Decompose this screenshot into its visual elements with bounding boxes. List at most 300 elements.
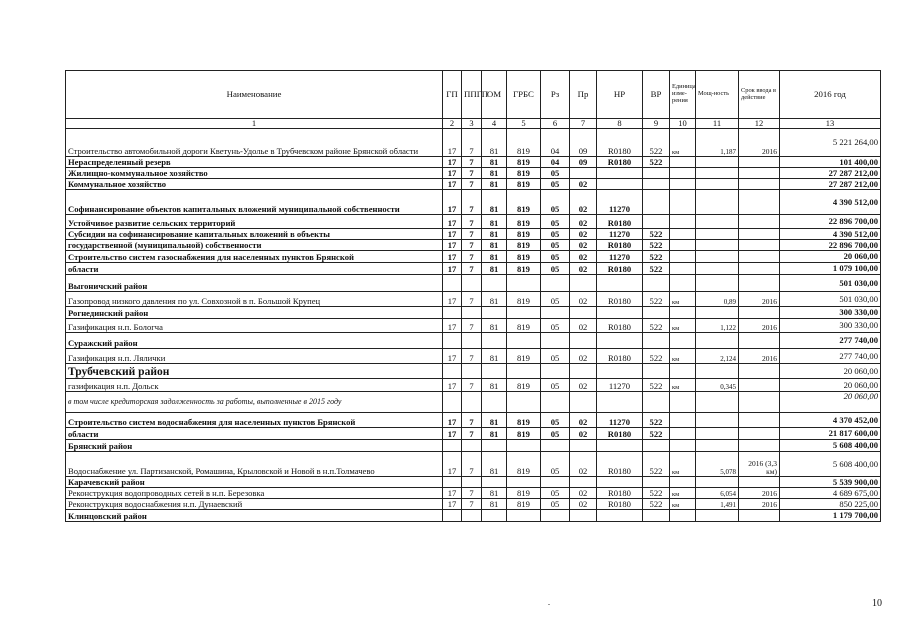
cell-grbs: 819 xyxy=(507,168,541,179)
row-name: Субсидии на софинансирование капитальных вложений в объекты xyxy=(66,229,443,240)
header-pr: Пр xyxy=(570,71,597,119)
cell-om: 81 xyxy=(482,215,507,229)
cell-pr: 02 xyxy=(570,319,597,333)
cell-power xyxy=(696,157,739,168)
cell-om: 81 xyxy=(482,263,507,275)
cell-nr: R0180 xyxy=(597,157,643,168)
cell-term xyxy=(739,413,780,428)
cell-ppgp: 7 xyxy=(462,179,482,190)
cell-vr xyxy=(643,307,670,319)
cell-term xyxy=(739,263,780,275)
cell-pr: 02 xyxy=(570,413,597,428)
cell-nr xyxy=(597,168,643,179)
header-row xyxy=(66,71,881,119)
cell-rz: 05 xyxy=(541,292,570,307)
cell-gp xyxy=(443,440,462,452)
cell-sum: 5 221 264,00 xyxy=(780,129,881,157)
cell-nr: R0180 xyxy=(597,129,643,157)
cell-sum: 4 689 675,00 xyxy=(780,488,881,499)
cell-unit xyxy=(670,263,696,275)
cell-sum: 21 817 600,00 xyxy=(780,428,881,440)
cell-term: 2016 xyxy=(739,292,780,307)
cell-power xyxy=(696,251,739,263)
table-row xyxy=(66,499,881,510)
cell-term xyxy=(739,307,780,319)
cell-ppgp: 7 xyxy=(462,428,482,440)
cell-power: 0,89 xyxy=(696,292,739,307)
cell-nr: 11270 xyxy=(597,379,643,392)
header-om: ОМ xyxy=(482,71,507,119)
cell-unit xyxy=(670,307,696,319)
table-row xyxy=(66,292,881,307)
cell-term xyxy=(739,392,780,413)
header-power: Мощ-ность xyxy=(696,71,739,119)
row-name: Выгоничский район xyxy=(66,275,443,292)
cell-om: 81 xyxy=(482,413,507,428)
cell-sum: 101 400,00 xyxy=(780,157,881,168)
cell-vr: 522 xyxy=(643,240,670,251)
col-index: 9 xyxy=(643,119,670,129)
header-year: 2016 год xyxy=(780,71,881,119)
cell-pr: 02 xyxy=(570,379,597,392)
cell-pr: 02 xyxy=(570,240,597,251)
cell-sum: 4 370 452,00 xyxy=(780,413,881,428)
cell-power: 1,187 xyxy=(696,129,739,157)
header-term: Срок ввода в действие xyxy=(739,71,780,119)
row-name: Клинцовский район xyxy=(66,510,443,522)
cell-grbs: 819 xyxy=(507,251,541,263)
row-name: Газификация н.п. Лялички xyxy=(66,349,443,364)
cell-om: 81 xyxy=(482,229,507,240)
cell-sum: 501 030,00 xyxy=(780,292,881,307)
cell-term xyxy=(739,510,780,522)
cell-unit: км xyxy=(670,499,696,510)
header-unit: Единица изме-рения xyxy=(670,71,696,119)
cell-rz xyxy=(541,364,570,379)
cell-nr: R0180 xyxy=(597,349,643,364)
cell-rz: 05 xyxy=(541,251,570,263)
row-name: области xyxy=(66,263,443,275)
cell-pr xyxy=(570,333,597,349)
cell-gp: 17 xyxy=(443,179,462,190)
cell-nr: R0180 xyxy=(597,488,643,499)
cell-vr xyxy=(643,510,670,522)
cell-power xyxy=(696,364,739,379)
cell-term xyxy=(739,428,780,440)
cell-unit: км xyxy=(670,319,696,333)
cell-grbs: 819 xyxy=(507,229,541,240)
table-row xyxy=(66,364,881,379)
cell-gp: 17 xyxy=(443,251,462,263)
table-row xyxy=(66,229,881,240)
cell-ppgp: 7 xyxy=(462,157,482,168)
cell-rz: 04 xyxy=(541,157,570,168)
col-index: 12 xyxy=(739,119,780,129)
cell-om xyxy=(482,333,507,349)
cell-ppgp: 7 xyxy=(462,349,482,364)
cell-sum: 5 539 900,00 xyxy=(780,477,881,488)
cell-vr xyxy=(643,477,670,488)
cell-om: 81 xyxy=(482,292,507,307)
row-name: Строительство систем водоснабжения для населенных пунктов Брянской xyxy=(66,413,443,428)
table-row xyxy=(66,240,881,251)
cell-unit xyxy=(670,179,696,190)
cell-rz: 05 xyxy=(541,319,570,333)
cell-vr xyxy=(643,215,670,229)
cell-gp: 17 xyxy=(443,452,462,477)
cell-power xyxy=(696,229,739,240)
table-row xyxy=(66,168,881,179)
table-row xyxy=(66,333,881,349)
cell-term xyxy=(739,251,780,263)
header-grbs: ГРБС xyxy=(507,71,541,119)
cell-rz xyxy=(541,440,570,452)
header-ppgp: ППГП xyxy=(462,71,482,119)
cell-term xyxy=(739,333,780,349)
cell-ppgp xyxy=(462,392,482,413)
table-row xyxy=(66,190,881,215)
cell-term xyxy=(739,440,780,452)
cell-vr: 522 xyxy=(643,452,670,477)
cell-power: 0,345 xyxy=(696,379,739,392)
cell-vr xyxy=(643,440,670,452)
cell-pr xyxy=(570,168,597,179)
cell-pr xyxy=(570,307,597,319)
cell-term xyxy=(739,168,780,179)
cell-ppgp: 7 xyxy=(462,379,482,392)
cell-sum: 850 225,00 xyxy=(780,499,881,510)
cell-term xyxy=(739,379,780,392)
cell-grbs: 819 xyxy=(507,452,541,477)
cell-om: 81 xyxy=(482,379,507,392)
cell-power xyxy=(696,413,739,428)
col-index: 10 xyxy=(670,119,696,129)
header-nr: НР xyxy=(597,71,643,119)
cell-om xyxy=(482,275,507,292)
cell-ppgp xyxy=(462,364,482,379)
cell-ppgp: 7 xyxy=(462,251,482,263)
row-name: Суражский район xyxy=(66,333,443,349)
row-name: Рогнединский район xyxy=(66,307,443,319)
cell-unit xyxy=(670,333,696,349)
cell-gp xyxy=(443,392,462,413)
cell-gp: 17 xyxy=(443,428,462,440)
cell-pr xyxy=(570,477,597,488)
table-row xyxy=(66,157,881,168)
cell-term: 2016 xyxy=(739,349,780,364)
cell-term xyxy=(739,240,780,251)
cell-power: 1,491 xyxy=(696,499,739,510)
cell-unit xyxy=(670,240,696,251)
cell-vr: 522 xyxy=(643,129,670,157)
cell-sum: 22 896 700,00 xyxy=(780,240,881,251)
cell-gp: 17 xyxy=(443,292,462,307)
cell-rz xyxy=(541,477,570,488)
cell-term xyxy=(739,179,780,190)
cell-grbs: 819 xyxy=(507,413,541,428)
cell-sum: 5 608 400,00 xyxy=(780,440,881,452)
row-name: Газопровод низкого давления по ул. Совхозной в п. Большой Крупец xyxy=(66,292,443,307)
cell-grbs: 819 xyxy=(507,499,541,510)
cell-ppgp: 7 xyxy=(462,263,482,275)
row-name: Реконструкция водопроводных сетей в н.п. Березовка xyxy=(66,488,443,499)
row-name: области xyxy=(66,428,443,440)
cell-unit xyxy=(670,168,696,179)
cell-gp xyxy=(443,275,462,292)
column-index-row xyxy=(66,119,881,129)
cell-vr: 522 xyxy=(643,251,670,263)
cell-rz: 04 xyxy=(541,129,570,157)
cell-rz: 05 xyxy=(541,190,570,215)
cell-unit xyxy=(670,477,696,488)
cell-vr xyxy=(643,190,670,215)
cell-term: 2016 (3,3 км) xyxy=(739,452,780,477)
cell-rz xyxy=(541,275,570,292)
cell-grbs xyxy=(507,275,541,292)
table-row xyxy=(66,275,881,292)
cell-ppgp: 7 xyxy=(462,190,482,215)
cell-sum: 27 287 212,00 xyxy=(780,168,881,179)
cell-gp: 17 xyxy=(443,215,462,229)
cell-power xyxy=(696,179,739,190)
cell-nr: 11270 xyxy=(597,413,643,428)
cell-rz: 05 xyxy=(541,215,570,229)
cell-sum: 27 287 212,00 xyxy=(780,179,881,190)
table-row xyxy=(66,129,881,157)
cell-pr xyxy=(570,510,597,522)
cell-pr: 02 xyxy=(570,251,597,263)
cell-gp: 17 xyxy=(443,229,462,240)
cell-rz: 05 xyxy=(541,240,570,251)
cell-gp: 17 xyxy=(443,349,462,364)
cell-grbs xyxy=(507,333,541,349)
cell-grbs: 819 xyxy=(507,240,541,251)
cell-ppgp: 7 xyxy=(462,413,482,428)
cell-om xyxy=(482,510,507,522)
cell-term: 2016 xyxy=(739,129,780,157)
cell-rz xyxy=(541,510,570,522)
cell-gp: 17 xyxy=(443,319,462,333)
cell-rz: 05 xyxy=(541,428,570,440)
table-row xyxy=(66,215,881,229)
table-row xyxy=(66,179,881,190)
cell-nr: R0180 xyxy=(597,452,643,477)
cell-vr: 522 xyxy=(643,428,670,440)
cell-power xyxy=(696,168,739,179)
cell-om: 81 xyxy=(482,129,507,157)
cell-nr: R0180 xyxy=(597,292,643,307)
cell-power xyxy=(696,240,739,251)
cell-grbs: 819 xyxy=(507,263,541,275)
cell-sum: 4 390 512,00 xyxy=(780,229,881,240)
cell-om: 81 xyxy=(482,251,507,263)
cell-rz: 05 xyxy=(541,488,570,499)
cell-nr: R0180 xyxy=(597,428,643,440)
cell-pr: 02 xyxy=(570,428,597,440)
cell-gp: 17 xyxy=(443,240,462,251)
cell-term: 2016 xyxy=(739,319,780,333)
cell-gp: 17 xyxy=(443,379,462,392)
cell-power xyxy=(696,263,739,275)
cell-ppgp: 7 xyxy=(462,292,482,307)
cell-grbs xyxy=(507,364,541,379)
cell-om: 81 xyxy=(482,499,507,510)
cell-pr: 02 xyxy=(570,292,597,307)
cell-power: 5,078 xyxy=(696,452,739,477)
col-index: 6 xyxy=(541,119,570,129)
cell-pr: 02 xyxy=(570,499,597,510)
cell-grbs: 819 xyxy=(507,215,541,229)
table-row xyxy=(66,510,881,522)
row-name: Строительство систем газоснабжения для населенных пунктов Брянской xyxy=(66,251,443,263)
cell-vr xyxy=(643,364,670,379)
cell-om xyxy=(482,440,507,452)
header-gp: ГП xyxy=(443,71,462,119)
cell-power xyxy=(696,275,739,292)
cell-vr: 522 xyxy=(643,263,670,275)
cell-power xyxy=(696,510,739,522)
cell-grbs: 819 xyxy=(507,319,541,333)
cell-sum: 22 896 700,00 xyxy=(780,215,881,229)
cell-ppgp: 7 xyxy=(462,129,482,157)
cell-unit xyxy=(670,364,696,379)
cell-nr xyxy=(597,440,643,452)
col-index: 11 xyxy=(696,119,739,129)
cell-pr xyxy=(570,392,597,413)
cell-nr: 11270 xyxy=(597,229,643,240)
cell-gp: 17 xyxy=(443,488,462,499)
scan-mark xyxy=(548,604,550,605)
cell-rz: 05 xyxy=(541,168,570,179)
row-name: Устойчивое развитие сельских территорий xyxy=(66,215,443,229)
cell-nr xyxy=(597,392,643,413)
cell-rz xyxy=(541,392,570,413)
cell-vr: 522 xyxy=(643,413,670,428)
cell-sum: 277 740,00 xyxy=(780,349,881,364)
cell-om: 81 xyxy=(482,488,507,499)
table-row xyxy=(66,488,881,499)
row-name: Карачевский район xyxy=(66,477,443,488)
header-name: Наименование xyxy=(66,71,443,119)
cell-pr: 09 xyxy=(570,157,597,168)
cell-power xyxy=(696,392,739,413)
cell-sum: 300 330,00 xyxy=(780,307,881,319)
cell-gp: 17 xyxy=(443,157,462,168)
table-row xyxy=(66,428,881,440)
cell-pr: 02 xyxy=(570,190,597,215)
cell-term: 2016 xyxy=(739,488,780,499)
cell-sum: 300 330,00 xyxy=(780,319,881,333)
cell-om xyxy=(482,364,507,379)
cell-unit xyxy=(670,229,696,240)
cell-term xyxy=(739,275,780,292)
cell-unit: км xyxy=(670,452,696,477)
cell-unit xyxy=(670,413,696,428)
cell-vr: 522 xyxy=(643,319,670,333)
cell-rz xyxy=(541,333,570,349)
cell-sum: 1 079 100,00 xyxy=(780,263,881,275)
cell-ppgp: 7 xyxy=(462,215,482,229)
cell-term xyxy=(739,364,780,379)
cell-vr: 522 xyxy=(643,349,670,364)
cell-term xyxy=(739,190,780,215)
cell-rz: 05 xyxy=(541,349,570,364)
cell-om: 81 xyxy=(482,168,507,179)
cell-pr: 02 xyxy=(570,229,597,240)
cell-rz: 05 xyxy=(541,499,570,510)
cell-rz: 05 xyxy=(541,263,570,275)
cell-vr: 522 xyxy=(643,157,670,168)
cell-gp xyxy=(443,333,462,349)
cell-power: 6,054 xyxy=(696,488,739,499)
cell-ppgp xyxy=(462,440,482,452)
cell-ppgp: 7 xyxy=(462,452,482,477)
table-row xyxy=(66,349,881,364)
cell-nr xyxy=(597,333,643,349)
cell-sum: 4 390 512,00 xyxy=(780,190,881,215)
cell-grbs: 819 xyxy=(507,157,541,168)
cell-vr xyxy=(643,275,670,292)
cell-om: 81 xyxy=(482,428,507,440)
header-vr: ВР xyxy=(643,71,670,119)
cell-sum: 277 740,00 xyxy=(780,333,881,349)
cell-ppgp: 7 xyxy=(462,229,482,240)
cell-vr xyxy=(643,392,670,413)
cell-vr xyxy=(643,179,670,190)
col-index: 13 xyxy=(780,119,881,129)
cell-term: 2016 xyxy=(739,499,780,510)
col-index: 2 xyxy=(443,119,462,129)
cell-power xyxy=(696,440,739,452)
cell-nr: R0180 xyxy=(597,240,643,251)
cell-unit xyxy=(670,215,696,229)
col-index: 5 xyxy=(507,119,541,129)
cell-sum: 5 608 400,00 xyxy=(780,452,881,477)
cell-gp xyxy=(443,477,462,488)
cell-vr xyxy=(643,168,670,179)
cell-gp xyxy=(443,307,462,319)
table-body xyxy=(66,129,881,522)
col-index: 7 xyxy=(570,119,597,129)
cell-ppgp xyxy=(462,333,482,349)
page-number: 10 xyxy=(872,598,882,609)
cell-power xyxy=(696,215,739,229)
cell-gp xyxy=(443,364,462,379)
cell-power: 2,124 xyxy=(696,349,739,364)
cell-gp: 17 xyxy=(443,499,462,510)
cell-vr xyxy=(643,333,670,349)
cell-grbs xyxy=(507,440,541,452)
cell-nr: R0180 xyxy=(597,319,643,333)
cell-gp: 17 xyxy=(443,168,462,179)
cell-vr: 522 xyxy=(643,229,670,240)
cell-sum: 20 060,00 xyxy=(780,392,881,413)
cell-gp xyxy=(443,510,462,522)
cell-pr xyxy=(570,275,597,292)
cell-power xyxy=(696,190,739,215)
cell-pr xyxy=(570,364,597,379)
cell-unit xyxy=(670,275,696,292)
cell-sum: 1 179 700,00 xyxy=(780,510,881,522)
row-name: Водоснабжение ул. Партизанской, Ромашина, Крыловской и Новой в н.п.Толмачево xyxy=(66,452,443,477)
cell-unit: км xyxy=(670,488,696,499)
cell-unit xyxy=(670,190,696,215)
row-name: Реконструкция водоснабжения н.п. Дунаевский xyxy=(66,499,443,510)
cell-term xyxy=(739,157,780,168)
cell-rz: 05 xyxy=(541,379,570,392)
cell-grbs: 819 xyxy=(507,428,541,440)
row-name: государственной (муниципальной) собственности xyxy=(66,240,443,251)
